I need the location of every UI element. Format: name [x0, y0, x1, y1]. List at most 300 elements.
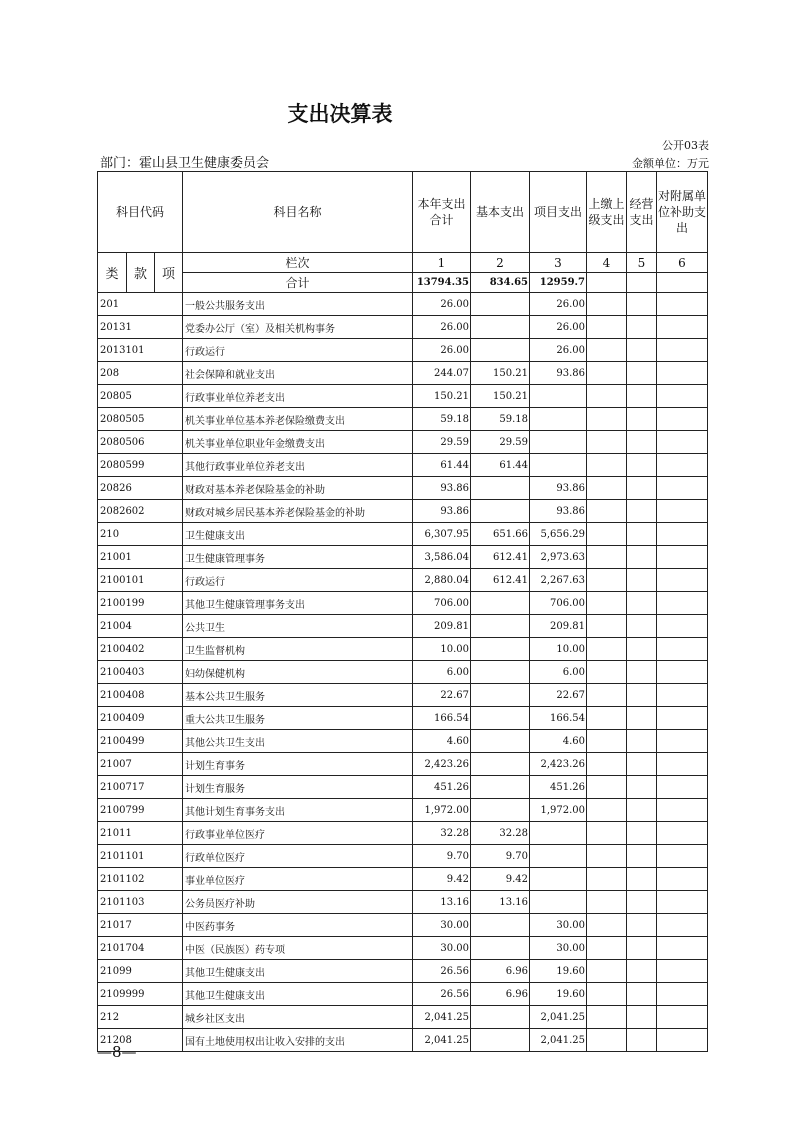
row-code: 2101704 [98, 937, 183, 960]
row-subsidy [657, 684, 708, 707]
row-name: 其他公共卫生支出 [183, 730, 413, 753]
row-subsidy [657, 1006, 708, 1029]
row-business [627, 523, 657, 546]
row-subsidy [657, 661, 708, 684]
row-project: 19.60 [530, 960, 587, 983]
row-total: 30.00 [413, 914, 471, 937]
row-total: 9.70 [413, 845, 471, 868]
row-upper [587, 293, 627, 316]
total-upper [587, 273, 627, 293]
row-upper [587, 1029, 627, 1052]
row-subsidy [657, 891, 708, 914]
total-label: 合计 [183, 273, 413, 293]
row-business [627, 316, 657, 339]
row-project: 1,972.00 [530, 799, 587, 822]
row-business [627, 293, 657, 316]
row-basic [471, 592, 530, 615]
row-project [530, 385, 587, 408]
row-business [627, 730, 657, 753]
row-project [530, 891, 587, 914]
row-name: 卫生健康支出 [183, 523, 413, 546]
row-basic [471, 914, 530, 937]
total-sum: 13794.35 [413, 273, 471, 293]
row-project: 2,423.26 [530, 753, 587, 776]
row-upper [587, 477, 627, 500]
row-basic [471, 661, 530, 684]
row-code: 2100402 [98, 638, 183, 661]
row-business [627, 362, 657, 385]
row-total: 244.07 [413, 362, 471, 385]
row-name: 其他卫生健康支出 [183, 960, 413, 983]
row-subsidy [657, 362, 708, 385]
row-project: 4.60 [530, 730, 587, 753]
xiang-label: 项 [155, 253, 183, 293]
header-basic: 基本支出 [471, 172, 530, 253]
row-total: 26.00 [413, 293, 471, 316]
table-row [98, 454, 708, 477]
row-upper [587, 983, 627, 1006]
row-project [530, 845, 587, 868]
row-basic [471, 937, 530, 960]
row-subsidy [657, 316, 708, 339]
row-project: 2,041.25 [530, 1029, 587, 1052]
row-total: 30.00 [413, 937, 471, 960]
row-name: 城乡社区支出 [183, 1006, 413, 1029]
row-business [627, 776, 657, 799]
row-business [627, 385, 657, 408]
row-upper [587, 362, 627, 385]
row-business [627, 891, 657, 914]
row-basic: 612.41 [471, 569, 530, 592]
row-total: 32.28 [413, 822, 471, 845]
row-name: 中医药事务 [183, 914, 413, 937]
row-basic [471, 730, 530, 753]
row-subsidy [657, 592, 708, 615]
row-total: 2,041.25 [413, 1006, 471, 1029]
row-subsidy [657, 776, 708, 799]
row-business [627, 1006, 657, 1029]
row-code: 21011 [98, 822, 183, 845]
form-number: 公开03表 [662, 139, 709, 152]
row-basic: 6.96 [471, 960, 530, 983]
row-code: 2100199 [98, 592, 183, 615]
row-code: 2013101 [98, 339, 183, 362]
row-subsidy [657, 523, 708, 546]
table-row [98, 960, 708, 983]
row-subsidy [657, 868, 708, 891]
lanci-col-4: 4 [587, 253, 627, 273]
lanci-col-2: 2 [471, 253, 530, 273]
row-name: 财政对城乡居民基本养老保险基金的补助 [183, 500, 413, 523]
row-upper [587, 523, 627, 546]
row-subsidy [657, 983, 708, 1006]
row-upper [587, 408, 627, 431]
row-project: 26.00 [530, 293, 587, 316]
row-project [530, 454, 587, 477]
row-basic [471, 707, 530, 730]
row-subsidy [657, 845, 708, 868]
row-subsidy [657, 960, 708, 983]
row-code: 2100408 [98, 684, 183, 707]
row-project: 30.00 [530, 914, 587, 937]
table-row [98, 983, 708, 1006]
lanci-row [98, 253, 708, 273]
row-total: 2,423.26 [413, 753, 471, 776]
row-total: 451.26 [413, 776, 471, 799]
row-project: 5,656.29 [530, 523, 587, 546]
row-subsidy [657, 914, 708, 937]
lei-label: 类 [98, 253, 127, 293]
row-basic: 612.41 [471, 546, 530, 569]
row-basic: 150.21 [471, 385, 530, 408]
row-business [627, 569, 657, 592]
row-upper [587, 684, 627, 707]
lanci-col-5: 5 [627, 253, 657, 273]
row-total: 10.00 [413, 638, 471, 661]
row-business [627, 661, 657, 684]
row-name: 基本公共卫生服务 [183, 684, 413, 707]
row-total: 150.21 [413, 385, 471, 408]
row-name: 机关事业单位基本养老保险缴费支出 [183, 408, 413, 431]
row-name: 计划生育服务 [183, 776, 413, 799]
row-name: 公务员医疗补助 [183, 891, 413, 914]
row-upper [587, 569, 627, 592]
row-business [627, 408, 657, 431]
row-basic [471, 316, 530, 339]
row-upper [587, 1006, 627, 1029]
row-name: 其他卫生健康支出 [183, 983, 413, 1006]
row-name: 党委办公厅（室）及相关机构事务 [183, 316, 413, 339]
row-code: 2100499 [98, 730, 183, 753]
row-project: 93.86 [530, 477, 587, 500]
row-business [627, 822, 657, 845]
table-row [98, 293, 708, 316]
row-subsidy [657, 293, 708, 316]
row-code: 2100799 [98, 799, 183, 822]
row-business [627, 500, 657, 523]
row-code: 2100101 [98, 569, 183, 592]
table-row [98, 615, 708, 638]
row-name: 行政运行 [183, 569, 413, 592]
row-name: 机关事业单位职业年金缴费支出 [183, 431, 413, 454]
row-code: 212 [98, 1006, 183, 1029]
row-name: 行政事业单位养老支出 [183, 385, 413, 408]
row-name: 卫生监督机构 [183, 638, 413, 661]
row-business [627, 339, 657, 362]
row-upper [587, 937, 627, 960]
table-row [98, 914, 708, 937]
row-upper [587, 960, 627, 983]
row-total: 6.00 [413, 661, 471, 684]
row-total: 2,041.25 [413, 1029, 471, 1052]
row-subsidy [657, 385, 708, 408]
header-row [98, 172, 708, 253]
row-basic [471, 500, 530, 523]
table-row [98, 385, 708, 408]
row-business [627, 684, 657, 707]
header-upper: 上缴上级支出 [587, 172, 627, 253]
total-basic: 834.65 [471, 273, 530, 293]
row-business [627, 914, 657, 937]
row-subsidy [657, 753, 708, 776]
row-upper [587, 707, 627, 730]
lanci-label: 栏次 [183, 253, 413, 273]
row-total: 61.44 [413, 454, 471, 477]
row-basic [471, 799, 530, 822]
table-row [98, 891, 708, 914]
row-basic [471, 684, 530, 707]
row-subsidy [657, 477, 708, 500]
row-name: 其他行政事业单位养老支出 [183, 454, 413, 477]
table-row [98, 868, 708, 891]
row-name: 中医（民族医）药专项 [183, 937, 413, 960]
row-code: 20131 [98, 316, 183, 339]
row-basic: 6.96 [471, 983, 530, 1006]
row-code: 2080505 [98, 408, 183, 431]
table-row [98, 776, 708, 799]
row-upper [587, 316, 627, 339]
row-subsidy [657, 431, 708, 454]
row-name: 行政事业单位医疗 [183, 822, 413, 845]
row-basic: 9.70 [471, 845, 530, 868]
header-subsidy: 对附属单位补助支出 [657, 172, 708, 253]
row-project: 22.67 [530, 684, 587, 707]
total-project: 12959.7 [530, 273, 587, 293]
row-project [530, 868, 587, 891]
row-name: 卫生健康管理事务 [183, 546, 413, 569]
table-row [98, 477, 708, 500]
row-basic [471, 339, 530, 362]
row-business [627, 937, 657, 960]
row-upper [587, 868, 627, 891]
row-total: 9.42 [413, 868, 471, 891]
row-business [627, 707, 657, 730]
row-project: 451.26 [530, 776, 587, 799]
table-row [98, 753, 708, 776]
row-basic [471, 615, 530, 638]
total-business [627, 273, 657, 293]
row-project: 10.00 [530, 638, 587, 661]
table-row [98, 822, 708, 845]
row-total: 22.67 [413, 684, 471, 707]
row-code: 21208 [98, 1029, 183, 1052]
row-upper [587, 385, 627, 408]
header-name: 科目名称 [183, 172, 413, 253]
header-project: 项目支出 [530, 172, 587, 253]
row-total: 93.86 [413, 500, 471, 523]
row-business [627, 845, 657, 868]
page-title: 支出决算表 [287, 102, 393, 126]
row-basic [471, 293, 530, 316]
row-project: 2,041.25 [530, 1006, 587, 1029]
table-row [98, 316, 708, 339]
row-basic: 32.28 [471, 822, 530, 845]
row-total: 93.86 [413, 477, 471, 500]
row-total: 3,586.04 [413, 546, 471, 569]
row-project: 2,267.63 [530, 569, 587, 592]
row-total: 26.00 [413, 316, 471, 339]
row-basic [471, 776, 530, 799]
table-row [98, 500, 708, 523]
row-project [530, 822, 587, 845]
row-code: 2101102 [98, 868, 183, 891]
row-business [627, 868, 657, 891]
table-row [98, 408, 708, 431]
row-upper [587, 500, 627, 523]
row-name: 一般公共服务支出 [183, 293, 413, 316]
row-business [627, 615, 657, 638]
row-total: 2,880.04 [413, 569, 471, 592]
row-subsidy [657, 454, 708, 477]
row-basic: 61.44 [471, 454, 530, 477]
kuan-label: 款 [127, 253, 155, 293]
row-code: 2080506 [98, 431, 183, 454]
row-project [530, 431, 587, 454]
row-code: 2100409 [98, 707, 183, 730]
row-basic [471, 753, 530, 776]
row-total: 209.81 [413, 615, 471, 638]
row-project: 209.81 [530, 615, 587, 638]
row-code: 20826 [98, 477, 183, 500]
row-project: 6.00 [530, 661, 587, 684]
row-project: 2,973.63 [530, 546, 587, 569]
row-code: 2100717 [98, 776, 183, 799]
lanci-col-1: 1 [413, 253, 471, 273]
row-upper [587, 776, 627, 799]
row-code: 2101101 [98, 845, 183, 868]
row-code: 21017 [98, 914, 183, 937]
row-name: 其他计划生育事务支出 [183, 799, 413, 822]
row-upper [587, 661, 627, 684]
expenditure-table [97, 171, 708, 1052]
row-name: 行政单位医疗 [183, 845, 413, 868]
row-name: 行政运行 [183, 339, 413, 362]
row-basic: 150.21 [471, 362, 530, 385]
row-code: 20805 [98, 385, 183, 408]
row-business [627, 799, 657, 822]
row-total: 29.59 [413, 431, 471, 454]
row-business [627, 1029, 657, 1052]
row-name: 其他卫生健康管理事务支出 [183, 592, 413, 615]
table-row [98, 730, 708, 753]
table-row [98, 1029, 708, 1052]
row-upper [587, 730, 627, 753]
row-basic [471, 477, 530, 500]
row-total: 13.16 [413, 891, 471, 914]
row-basic [471, 638, 530, 661]
row-code: 21099 [98, 960, 183, 983]
row-name: 财政对基本养老保险基金的补助 [183, 477, 413, 500]
row-code: 208 [98, 362, 183, 385]
row-upper [587, 753, 627, 776]
row-code: 21004 [98, 615, 183, 638]
row-upper [587, 914, 627, 937]
row-name: 妇幼保健机构 [183, 661, 413, 684]
row-code: 2101103 [98, 891, 183, 914]
row-subsidy [657, 615, 708, 638]
row-basic: 29.59 [471, 431, 530, 454]
table-row [98, 523, 708, 546]
table-row [98, 684, 708, 707]
table-row [98, 937, 708, 960]
row-business [627, 477, 657, 500]
table-row [98, 661, 708, 684]
row-code: 2100403 [98, 661, 183, 684]
row-total: 4.60 [413, 730, 471, 753]
row-upper [587, 546, 627, 569]
row-upper [587, 454, 627, 477]
table-row [98, 546, 708, 569]
row-subsidy [657, 638, 708, 661]
table-row [98, 569, 708, 592]
header-total: 本年支出合计 [413, 172, 471, 253]
row-code: 2082602 [98, 500, 183, 523]
row-upper [587, 822, 627, 845]
row-business [627, 454, 657, 477]
row-code: 2080599 [98, 454, 183, 477]
page-number: —8— [97, 1043, 137, 1061]
row-subsidy [657, 730, 708, 753]
row-name: 公共卫生 [183, 615, 413, 638]
row-upper [587, 638, 627, 661]
row-subsidy [657, 707, 708, 730]
row-subsidy [657, 500, 708, 523]
header-code: 科目代码 [98, 172, 183, 253]
row-basic: 9.42 [471, 868, 530, 891]
row-name: 国有土地使用权出让收入安排的支出 [183, 1029, 413, 1052]
row-subsidy [657, 546, 708, 569]
row-name: 计划生育事务 [183, 753, 413, 776]
row-total: 1,972.00 [413, 799, 471, 822]
row-code: 2109999 [98, 983, 183, 1006]
row-name: 社会保障和就业支出 [183, 362, 413, 385]
row-business [627, 638, 657, 661]
row-upper [587, 592, 627, 615]
row-basic: 59.18 [471, 408, 530, 431]
unit-label: 金额单位：万元 [632, 157, 709, 170]
table-row [98, 362, 708, 385]
row-code: 201 [98, 293, 183, 316]
row-business [627, 753, 657, 776]
row-upper [587, 799, 627, 822]
row-project: 166.54 [530, 707, 587, 730]
row-subsidy [657, 1029, 708, 1052]
table-row [98, 638, 708, 661]
row-code: 21001 [98, 546, 183, 569]
row-business [627, 546, 657, 569]
header-business: 经营支出 [627, 172, 657, 253]
table-row [98, 339, 708, 362]
row-project: 706.00 [530, 592, 587, 615]
row-project: 26.00 [530, 339, 587, 362]
row-basic: 13.16 [471, 891, 530, 914]
row-basic [471, 1029, 530, 1052]
row-total: 26.56 [413, 983, 471, 1006]
row-business [627, 592, 657, 615]
table-row [98, 431, 708, 454]
row-total: 59.18 [413, 408, 471, 431]
row-business [627, 431, 657, 454]
row-name: 重大公共卫生服务 [183, 707, 413, 730]
row-project [530, 408, 587, 431]
row-project: 19.60 [530, 983, 587, 1006]
row-upper [587, 891, 627, 914]
row-upper [587, 845, 627, 868]
row-name: 事业单位医疗 [183, 868, 413, 891]
row-subsidy [657, 408, 708, 431]
row-business [627, 983, 657, 1006]
row-subsidy [657, 339, 708, 362]
